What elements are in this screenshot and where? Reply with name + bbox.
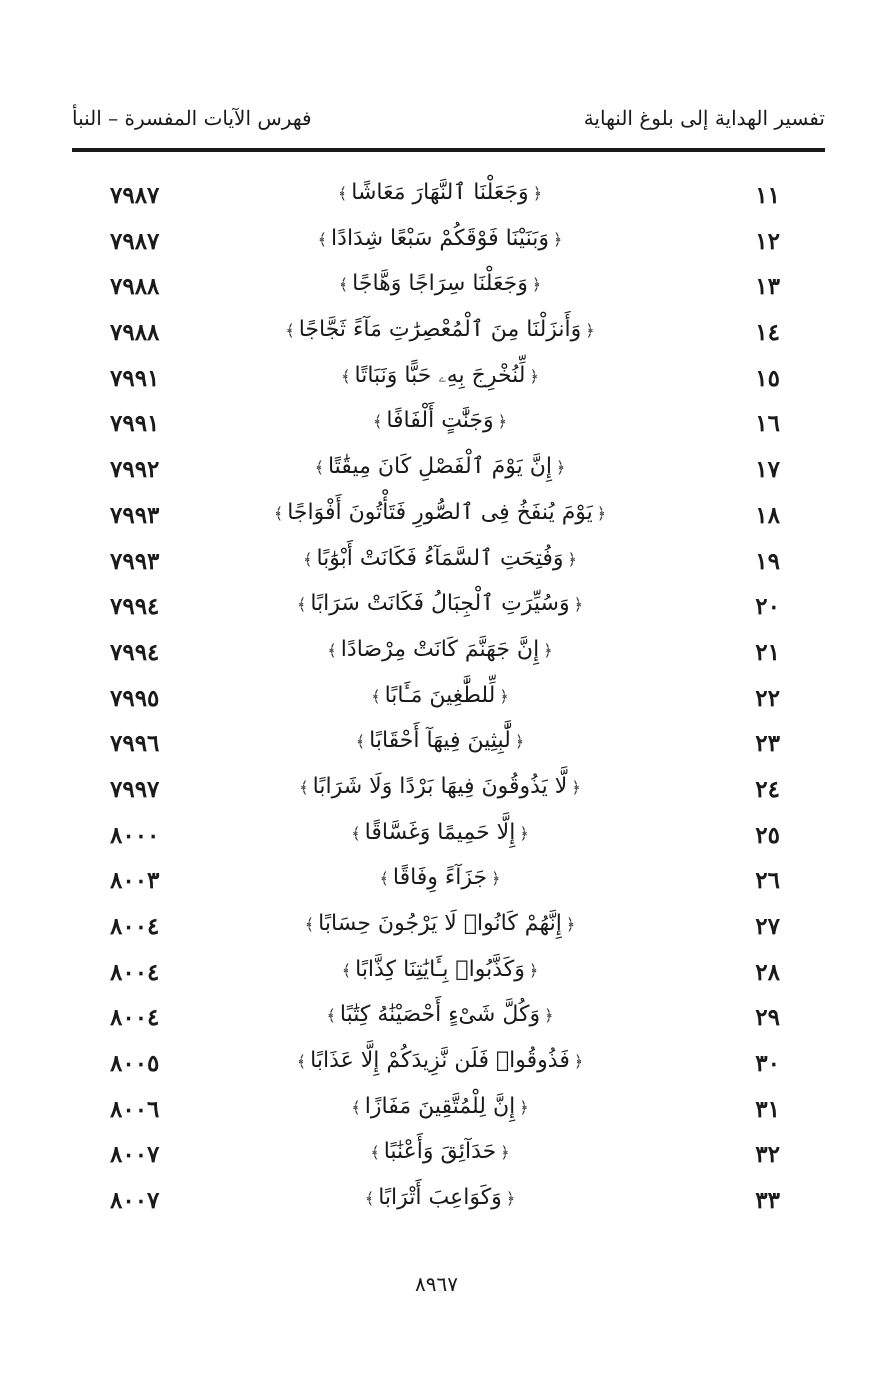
verse-number: ٢٢ [755, 684, 780, 712]
ornate-bracket-open: ﴿ [567, 549, 577, 569]
ornate-bracket-open: ﴿ [514, 732, 525, 752]
ornate-bracket-close: ﴾ [337, 184, 348, 203]
verse-number: ١٨ [755, 501, 780, 529]
verse-text [240, 1185, 640, 1210]
running-header [72, 100, 825, 140]
page-reference: ٧٩٨٧ [110, 227, 160, 255]
verse-number: ٢٩ [755, 1004, 780, 1032]
verse-number: ١٦ [755, 410, 780, 438]
verse-text [240, 546, 640, 571]
ornate-bracket-open: ﴿ [556, 458, 566, 478]
verse-body: إِنَّ يَوْمَ ٱلْفَصْلِ كَانَ مِيقَٰتًا [327, 454, 553, 480]
verse-text [240, 865, 640, 890]
ornate-bracket-open: ﴿ [573, 1052, 584, 1072]
table-row [0, 770, 873, 816]
verse-text [240, 1048, 640, 1073]
verse-number: ٢١ [755, 638, 780, 666]
ornate-bracket-open: ﴿ [571, 777, 581, 797]
page-number: ٨٩٦٧ [415, 1272, 458, 1296]
page-reference: ٧٩٩٢ [110, 456, 160, 484]
ornate-bracket-close: ﴾ [371, 686, 381, 706]
verse-text [240, 637, 640, 662]
verse-body: جَزَآءً وِفَاقًا [392, 865, 488, 891]
section-title: فهرس الآيات المفسرة – النبأ [72, 106, 312, 130]
page-reference: ٨٠٠٤ [110, 1004, 160, 1032]
table-row [0, 724, 873, 770]
page-reference: ٨٠٠٤ [110, 958, 160, 986]
table-row [0, 816, 873, 862]
table-row [0, 496, 873, 542]
verse-body: وَفُتِحَتِ ٱلسَّمَآءُ فَكَانَتْ أَبْوَٰبًا [316, 545, 564, 571]
verse-number: ٢٤ [755, 775, 780, 803]
table-row [0, 450, 873, 496]
book-title: تفسير الهداية إلى بلوغ النهاية [583, 106, 825, 130]
verse-number: ١٥ [755, 364, 780, 392]
verse-body: وَكَذَّبُوا۟ بِـَٔايَٰتِنَا كِذَّابًا [355, 956, 525, 982]
page-reference: ٧٩٨٧ [110, 182, 160, 209]
table-row [0, 1090, 873, 1136]
verse-text [240, 454, 640, 479]
table-row [0, 998, 873, 1044]
table-row [0, 222, 873, 268]
verse-number: ٣٣ [755, 1187, 780, 1215]
verse-number: ١٩ [755, 547, 780, 575]
verse-body: لِّلطَّٰغِينَ مَـَٔابًا [384, 682, 496, 708]
table-row [0, 1044, 873, 1090]
ornate-bracket-open: ﴿ [552, 229, 563, 249]
verse-number: ٢٦ [755, 867, 780, 895]
ornate-bracket-close: ﴾ [327, 640, 337, 660]
ornate-bracket-close: ﴾ [303, 549, 313, 569]
verse-number: ٢٣ [755, 730, 780, 758]
ornate-bracket-close: ﴾ [314, 458, 324, 478]
verse-number: ١٢ [755, 227, 780, 255]
page-reference: ٧٩٩١ [110, 364, 160, 392]
verse-body: وَجَنَّٰتٍ أَلْفَافًا [386, 408, 494, 434]
ornate-bracket-close: ﴾ [370, 1143, 380, 1163]
ornate-bracket-close: ﴾ [304, 915, 315, 934]
ornate-bracket-open: ﴿ [500, 1143, 510, 1163]
verse-text [240, 1002, 640, 1027]
verse-number: ١١ [755, 182, 780, 209]
ornate-bracket-open: ﴿ [529, 366, 539, 386]
verse-text [240, 728, 640, 753]
page-reference: ٧٩٩٥ [110, 684, 160, 712]
verse-number: ١٧ [755, 456, 780, 484]
ornate-bracket-open: ﴿ [528, 960, 539, 980]
page-reference: ٧٩٩١ [110, 410, 160, 438]
page-reference: ٧٩٩٤ [110, 593, 160, 621]
ornate-bracket-close: ﴾ [296, 1052, 307, 1072]
page-reference: ٧٩٩٦ [110, 730, 160, 758]
verse-text [240, 226, 640, 251]
verse-number: ٢٧ [755, 913, 780, 940]
verse-text [240, 363, 640, 388]
verse-number: ٢٥ [755, 821, 780, 849]
ornate-bracket-close: ﴾ [351, 1097, 361, 1117]
verse-number: ٣١ [755, 1095, 780, 1123]
verse-number: ٢٨ [755, 958, 780, 986]
verse-body: لِّنُخْرِجَ بِهِۦ حَبًّا وَنَبَاتًا [354, 362, 526, 388]
table-row [0, 404, 873, 450]
ornate-bracket-close: ﴾ [285, 321, 295, 341]
verse-body: وَأَنزَلْنَا مِنَ ٱلْمُعْصِرَٰتِ مَآءً ثَجَّاجًا [298, 317, 582, 343]
table-row [0, 267, 873, 313]
ornate-bracket-open: ﴿ [532, 184, 543, 203]
verse-body: وَجَعَلْنَا ٱلنَّهَارَ مَعَاشًا [351, 180, 529, 205]
verse-text [240, 271, 640, 296]
verse-body: فَذُوقُوا۟ فَلَن نَّزِيدَكُمْ إِلَّا عَذَابًا [310, 1048, 570, 1074]
ornate-bracket-open: ﴿ [519, 1097, 529, 1117]
ornate-bracket-open: ﴿ [497, 412, 508, 432]
verse-body: إِنَّ لِلْمُتَّقِينَ مَفَازًا [364, 1093, 516, 1119]
ornate-bracket-close: ﴾ [326, 1006, 336, 1026]
table-row [0, 1181, 873, 1227]
verse-text [240, 683, 640, 708]
page-reference: ٨٠٠٧ [110, 1141, 160, 1169]
table-row [0, 953, 873, 999]
table-row [0, 907, 873, 953]
verse-number: ٢٠ [755, 593, 780, 621]
page-reference: ٨٠٠٦ [110, 1095, 160, 1123]
verse-body: إِلَّا حَمِيمًا وَغَسَّاقًا [364, 819, 516, 845]
verse-body: لَّٰبِثِينَ فِيهَآ أَحْقَابًا [369, 728, 511, 754]
table-row [0, 587, 873, 633]
table-row [0, 176, 873, 222]
page-reference: ٧٩٨٨ [110, 319, 160, 347]
ornate-bracket-open: ﴿ [585, 321, 595, 341]
table-row [0, 633, 873, 679]
page-reference: ٧٩٩٣ [110, 547, 160, 575]
verse-text [240, 317, 640, 342]
verse-body: وَبَنَيْنَا فَوْقَكُمْ سَبْعًا شِدَادًا [331, 225, 549, 251]
ornate-bracket-close: ﴾ [364, 1189, 375, 1209]
table-row [0, 359, 873, 405]
header-rule [72, 148, 825, 152]
ornate-bracket-close: ﴾ [379, 869, 389, 889]
table-row [0, 1135, 873, 1181]
page-reference: ٨٠٠٣ [110, 867, 160, 895]
verse-body: إِنَّ جَهَنَّمَ كَانَتْ مِرْصَادًا [340, 636, 540, 662]
verse-text [240, 820, 640, 845]
verse-text [240, 957, 640, 982]
page-reference: ٧٩٨٨ [110, 273, 160, 301]
verse-index-table [0, 176, 873, 1227]
ornate-bracket-close: ﴾ [341, 960, 352, 980]
ornate-bracket-open: ﴿ [531, 275, 542, 295]
page-reference: ٨٠٠٠ [110, 821, 160, 849]
verse-body: وَكَوَاعِبَ أَتْرَابًا [378, 1185, 502, 1211]
verse-text [240, 911, 640, 936]
table-row [0, 313, 873, 359]
ornate-bracket-open: ﴿ [544, 1006, 554, 1026]
verse-number: ٣٢ [755, 1141, 780, 1169]
ornate-bracket-close: ﴾ [355, 732, 366, 752]
ornate-bracket-close: ﴾ [341, 366, 351, 386]
page-reference: ٨٠٠٧ [110, 1187, 160, 1215]
page-reference: ٨٠٠٤ [110, 913, 160, 940]
ornate-bracket-open: ﴿ [519, 823, 529, 843]
ornate-bracket-close: ﴾ [296, 595, 307, 615]
verse-body: إِنَّهُمْ كَانُوا۟ لَا يَرْجُونَ حِسَابًا [318, 911, 562, 936]
ornate-bracket-open: ﴿ [565, 915, 576, 934]
table-row [0, 679, 873, 725]
verse-body: لَّا يَذُوقُونَ فِيهَا بَرْدًا وَلَا شَرَابًا [312, 773, 568, 799]
ornate-bracket-open: ﴿ [491, 869, 501, 889]
table-row [0, 542, 873, 588]
page-reference: ٧٩٩٤ [110, 638, 160, 666]
ornate-bracket-open: ﴿ [505, 1189, 516, 1209]
verse-text [240, 500, 640, 525]
verse-text [240, 408, 640, 433]
page-reference: ٨٠٠٥ [110, 1050, 160, 1078]
page-reference: ٧٩٩٣ [110, 501, 160, 529]
ornate-bracket-close: ﴾ [317, 229, 328, 249]
verse-body: وَجَعَلْنَا سِرَاجًا وَهَّاجًا [352, 271, 528, 297]
verse-text [240, 774, 640, 799]
ornate-bracket-close: ﴾ [338, 275, 349, 295]
verse-body: وَكُلَّ شَىْءٍ أَحْصَيْنَٰهُ كِتَٰبًا [339, 1002, 541, 1028]
ornate-bracket-open: ﴿ [596, 503, 607, 523]
verse-body: حَدَآئِقَ وَأَعْنَٰبًا [383, 1139, 497, 1165]
verse-text [240, 591, 640, 616]
verse-body: يَوْمَ يُنفَخُ فِى ٱلصُّورِ فَتَأْتُونَ أَفْوَاجًا [287, 499, 593, 525]
ornate-bracket-open: ﴿ [573, 595, 583, 615]
ornate-bracket-close: ﴾ [351, 823, 361, 843]
table-row [0, 861, 873, 907]
ornate-bracket-close: ﴾ [372, 412, 383, 432]
ornate-bracket-close: ﴾ [273, 503, 284, 523]
verse-text [240, 180, 640, 205]
verse-body: وَسُيِّرَتِ ٱلْجِبَالُ فَكَانَتْ سَرَابًا [310, 591, 570, 617]
page-reference: ٧٩٩٧ [110, 775, 160, 803]
verse-number: ١٤ [755, 319, 780, 347]
verse-text [240, 1139, 640, 1164]
verse-number: ١٣ [755, 273, 780, 301]
ornate-bracket-close: ﴾ [299, 777, 309, 797]
ornate-bracket-open: ﴿ [499, 686, 509, 706]
verse-text [240, 1094, 640, 1119]
ornate-bracket-open: ﴿ [543, 640, 553, 660]
verse-number: ٣٠ [755, 1050, 780, 1078]
